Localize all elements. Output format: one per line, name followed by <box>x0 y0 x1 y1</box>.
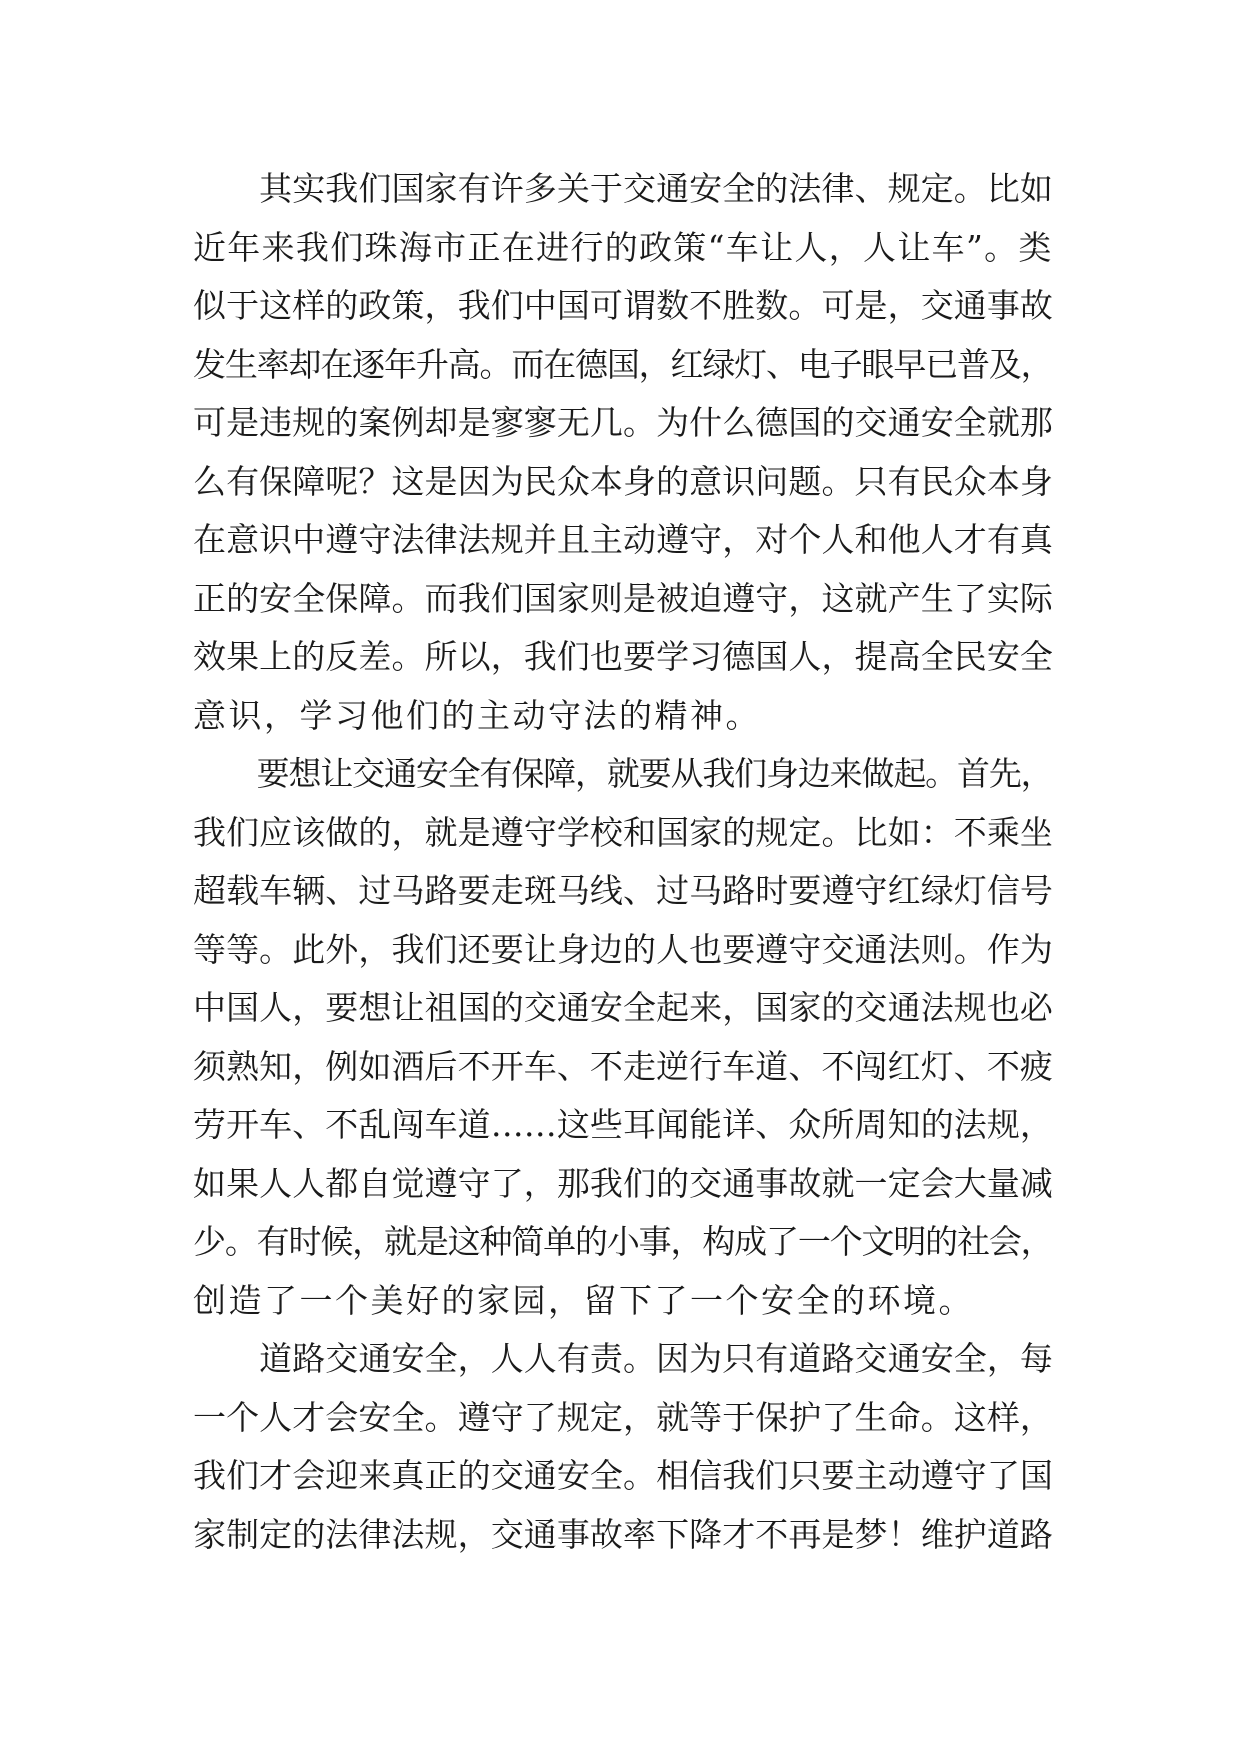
text-line: 等等。此外，我们还要让身边的人也要遵守交通法则。作为 <box>193 929 1053 969</box>
text-line: 道路交通安全，人人有责。因为只有道路交通安全，每 <box>193 1339 1053 1378</box>
text-line: 我们才会迎来真正的交通安全。相信我们只要主动遵守了国 <box>193 1456 1053 1495</box>
text-line: 劳开车、不乱闯车道……这些耳闻能详、众所周知的法规， <box>193 1105 1053 1144</box>
text-line: 超载车辆、过马路要走斑马线、过马路时要遵守红绿灯信号 <box>193 871 1053 910</box>
text-line: 创造了一个美好的家园，留下了一个安全的环境。 <box>193 1280 974 1320</box>
text-line: 其实我们国家有许多关于交通安全的法律、规定。比如 <box>193 169 1053 208</box>
text-line: 一个人才会安全。遵守了规定，就等于保护了生命。这样， <box>193 1397 1053 1437</box>
text-line: 少。有时候，就是这种简单的小事，构成了一个文明的社会， <box>193 1222 1053 1261</box>
body-text <box>193 160 1053 1564</box>
text-line: 意识，学习他们的主动守法的精神。 <box>193 695 761 735</box>
text-line: 似于这样的政策，我们中国可谓数不胜数。可是，交通事故 <box>193 286 1053 325</box>
text-line: 如果人人都自觉遵守了，那我们的交通事故就一定会大量减 <box>193 1163 1053 1203</box>
text-line: 家制定的法律法规，交通事故率下降才不再是梦！维护道路 <box>193 1514 1053 1554</box>
text-line: 发生率却在逐年升高。而在德国，红绿灯、电子眼早已普及， <box>193 344 1053 384</box>
text-line: 么有保障呢？这是因为民众本身的意识问题。只有民众本身 <box>193 461 1053 501</box>
text-line: 在意识中遵守法律法规并且主动遵守，对个人和他人才有真 <box>193 520 1053 559</box>
text-line: 中国人，要想让祖国的交通安全起来，国家的交通法规也必 <box>193 988 1053 1027</box>
text-line: 须熟知，例如酒后不开车、不走逆行车道、不闯红灯、不疲 <box>193 1046 1053 1086</box>
text-line: 要想让交通安全有保障，就要从我们身边来做起。首先， <box>193 754 1053 793</box>
text-line: 我们应该做的，就是遵守学校和国家的规定。比如：不乘坐 <box>193 812 1053 852</box>
text-line: 效果上的反差。所以，我们也要学习德国人，提高全民安全 <box>193 637 1053 676</box>
text-line: 近年来我们珠海市正在进行的政策“车让人，人让车”。类 <box>193 227 1053 267</box>
text-line: 可是违规的案例却是寥寥无几。为什么德国的交通安全就那 <box>193 403 1053 442</box>
text-line: 正的安全保障。而我们国家则是被迫遵守，这就产生了实际 <box>193 578 1053 618</box>
